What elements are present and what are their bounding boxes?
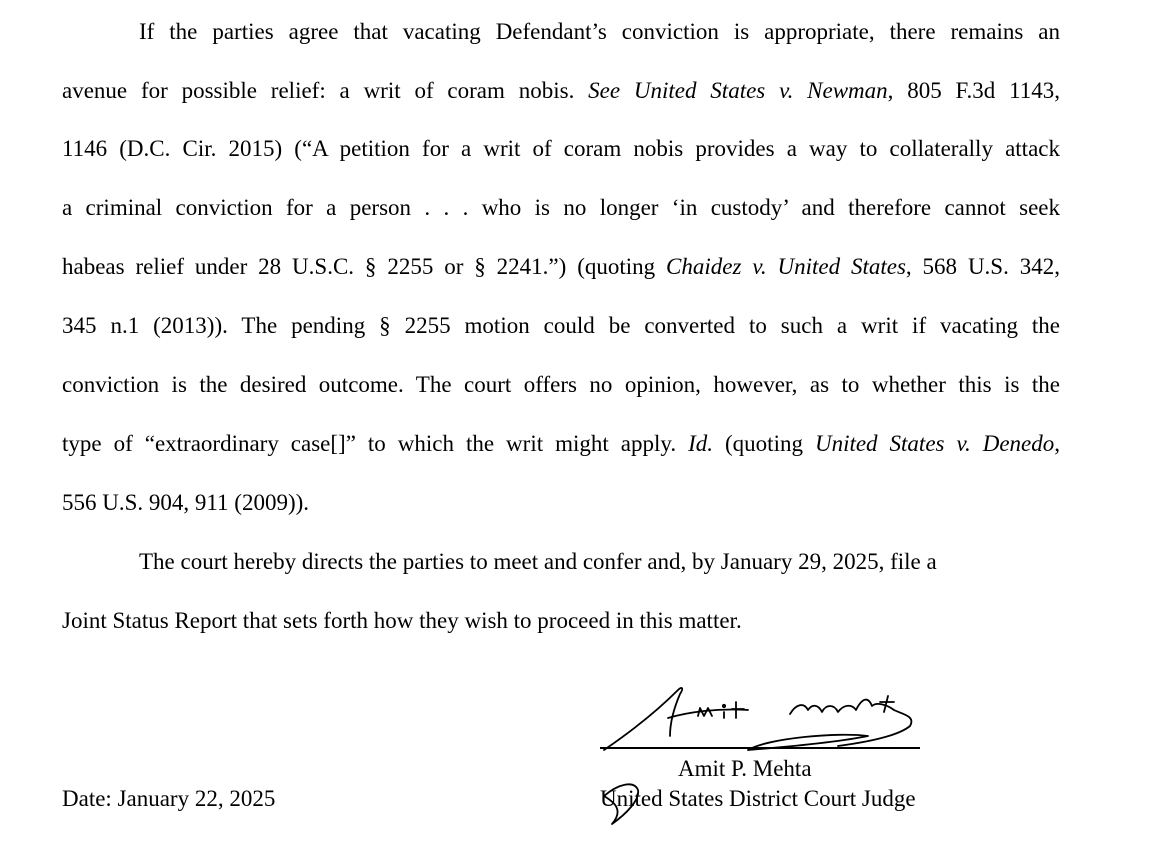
text-segment: Joint Status Report that sets forth how they wish to proceed in this matter.	[62, 608, 742, 633]
text-segment: The court hereby directs the parties to meet and confer and, by January 29, 2025, file a	[139, 549, 937, 574]
text-segment: If the parties agree that vacating Defendant’s conviction is appropriate, there remains an	[139, 19, 1060, 44]
case-citation: See United States v. Newman	[588, 78, 888, 103]
text-segment: a criminal conviction for a person . . . who is no longer ‘in custody’ and therefore cannot seek	[62, 195, 1060, 220]
text-segment: avenue for possible relief: a writ of coram nobis.	[62, 78, 589, 103]
text-segment: (quoting	[713, 431, 815, 456]
text-segment: 556 U.S. 904, 911 (2009)).	[62, 490, 310, 515]
text-line	[62, 253, 1060, 281]
text-line	[62, 371, 1060, 399]
text-line	[62, 312, 1060, 340]
text-segment: habeas relief under 28 U.S.C. § 2255 or § 2241.”) (quoting	[62, 254, 667, 279]
text-segment: ,	[1054, 431, 1060, 456]
text-segment: conviction is the desired outcome. The court offers no opinion, however, as to whether this is the	[62, 372, 1060, 397]
signature-rule	[600, 747, 920, 749]
text-line	[62, 135, 1060, 163]
text-line	[62, 607, 1060, 635]
text-line	[62, 430, 1060, 458]
case-citation: Id.	[688, 431, 714, 456]
text-line	[139, 18, 1060, 46]
text-segment: , 805 F.3d 1143,	[887, 78, 1060, 103]
text-segment: , 568 U.S. 342,	[905, 254, 1060, 279]
text-line	[62, 77, 1060, 105]
text-line	[62, 489, 1060, 517]
text-line	[62, 194, 1060, 222]
text-segment: 345 n.1 (2013)). The pending § 2255 motion could be converted to such a writ if vacating the	[62, 313, 1060, 338]
text-segment: 1146 (D.C. Cir. 2015) (“A petition for a writ of coram nobis provides a way to collaterally attack	[62, 136, 1060, 161]
case-citation: United States v. Denedo	[814, 431, 1055, 456]
text-segment: type of “extraordinary case[]” to which the writ might apply.	[62, 431, 689, 456]
date-line: Date: January 22, 2025	[62, 786, 276, 811]
signer-name: Amit P. Mehta	[678, 756, 812, 781]
text-line	[139, 548, 1039, 576]
case-citation: Chaidez v. United States	[666, 254, 906, 279]
signer-title: United States District Court Judge	[600, 786, 916, 811]
